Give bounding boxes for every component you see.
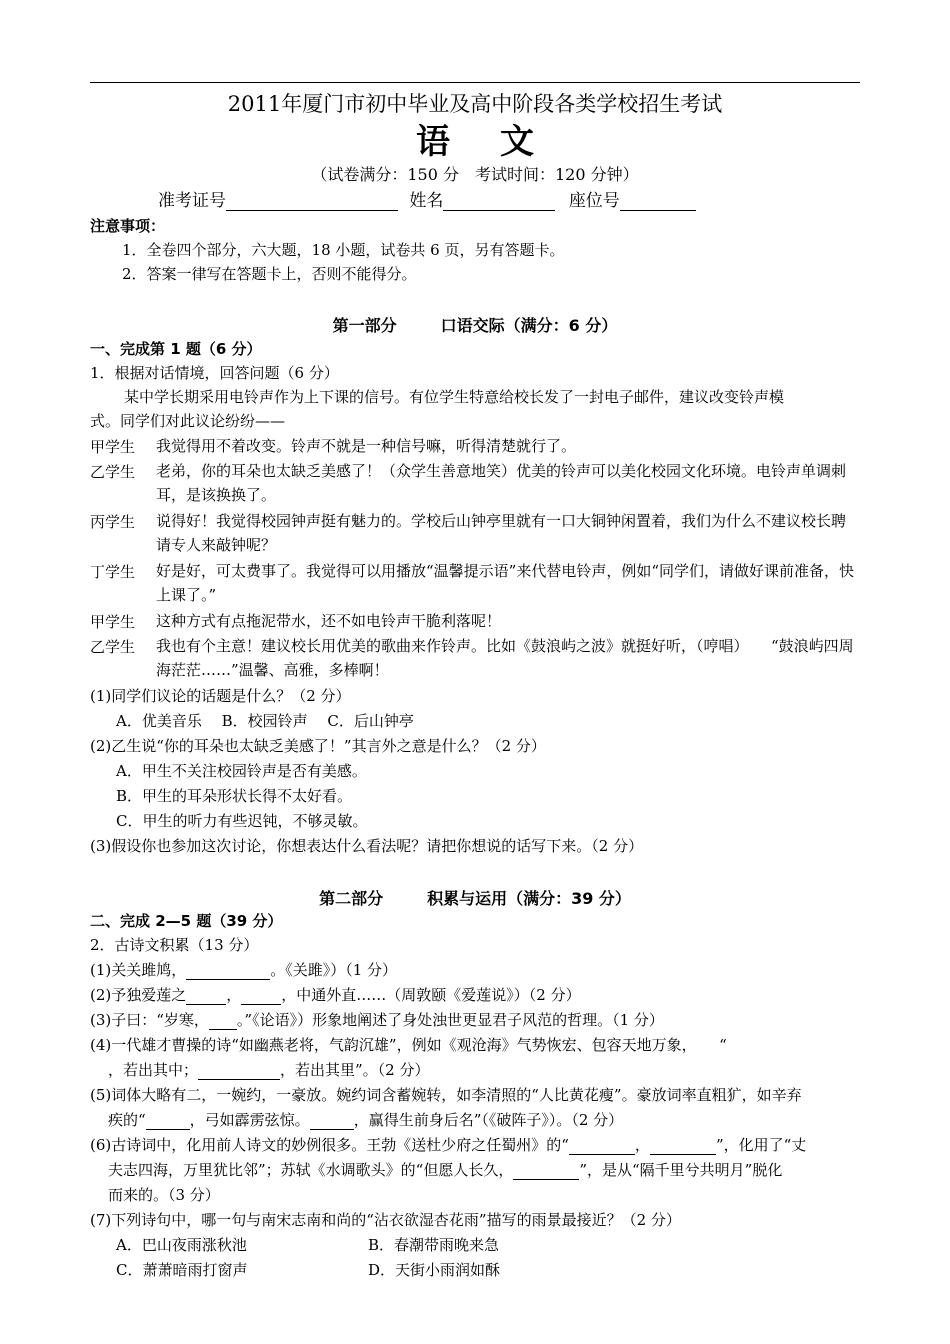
answer-blank[interactable] bbox=[513, 1163, 579, 1180]
speaker: 甲学生 bbox=[90, 613, 136, 631]
utterance: 好是好，可太费事了。我觉得可以用播放“温馨提示语”来代替电铃声，例如“同学们，请做好课前准备，快上课了。” bbox=[156, 562, 855, 604]
option-b: B．甲生的耳朵形状长得不太好看。 bbox=[116, 787, 353, 805]
utterance: 我也有个主意！建议校长用优美的歌曲来作铃声。比如《鼓浪屿之波》就挺好听，（哼唱） “鼓浪屿四周海茫茫……”温馨、高雅，多棒啊！ bbox=[156, 637, 854, 679]
option-a: A．巴山夜雨涨秋池 bbox=[116, 1236, 247, 1254]
speaker: 丙学生 bbox=[90, 513, 136, 531]
speaker: 甲学生 bbox=[90, 438, 136, 456]
option-a: A．甲生不关注校园铃声是否有美感。 bbox=[116, 762, 367, 780]
answer-blank[interactable] bbox=[310, 1113, 354, 1130]
context-line: 某中学长期采用电铃声作为上下课的信号。有位学生特意给校长发了一封电子邮件，建议改变铃声模 bbox=[124, 388, 785, 406]
answer-blank[interactable] bbox=[198, 1063, 280, 1080]
part1-label: 第一部分 bbox=[332, 316, 397, 335]
note-item: 2．答案一律写在答题卡上，否则不能得分。 bbox=[122, 265, 417, 283]
item-5-line2: 疾的“ ，弓如霹雳弦惊。 ，赢得生前身后名”（《破阵子》）。（2 分） bbox=[108, 1111, 624, 1129]
item-6-line2: 夫志四海，万里犹比邻”；苏轼《水调歌头》的“但愿人长久， ”，是从“隔千里兮共明月”脱化 bbox=[108, 1161, 783, 1179]
utterance: 这种方式有点拖泥带水，还不如电铃声干脆利落呢！ bbox=[156, 612, 502, 630]
subquestion-1-options: A．优美音乐 B．校园铃声 C．后山钟亭 bbox=[116, 712, 414, 730]
speaker: 乙学生 bbox=[90, 638, 136, 656]
answer-blank[interactable] bbox=[186, 963, 270, 980]
answer-blank[interactable] bbox=[146, 1113, 190, 1130]
item-4-line1: (4)一代雄才曹操的诗“如幽燕老将，气韵沉雄”，例如《观沧海》气势恢宏、包容天地万象， “ bbox=[90, 1036, 727, 1054]
part1-heading bbox=[0, 313, 950, 336]
item-2: (2)予独爱莲之 ， ，中通外直……（周敦颐《爱莲说》）（2 分） bbox=[90, 986, 581, 1004]
subquestion-1: (1)同学们议论的话题是什么？（2 分） bbox=[90, 687, 351, 705]
question-2: 2．古诗文积累（13 分） bbox=[90, 936, 259, 954]
section2-heading: 二、完成 2—5 题（39 分） bbox=[90, 912, 283, 930]
answer-blank[interactable] bbox=[569, 1138, 635, 1155]
seat-label: 座位号 bbox=[568, 191, 620, 211]
part2-heading bbox=[0, 886, 950, 909]
subquestion-3: (3)假设你也参加这次讨论，你想表达什么看法呢？请把你想说的话写下来。（2 分） bbox=[90, 837, 644, 855]
id-label: 准考证号 bbox=[158, 191, 226, 211]
option-c: C．甲生的听力有些迟钝，不够灵敏。 bbox=[116, 812, 368, 830]
option-d: D．天街小雨润如酥 bbox=[368, 1261, 501, 1279]
answer-blank[interactable] bbox=[650, 1138, 716, 1155]
notes-heading: 注意事项： bbox=[90, 217, 166, 235]
header-rule bbox=[90, 82, 860, 83]
exam-title: 2011年厦门市初中毕业及高中阶段各类学校招生考试 bbox=[227, 92, 723, 116]
context-line: 式。同学们对此议论纷纷—— bbox=[90, 412, 286, 430]
subject-title: 语文 bbox=[416, 122, 584, 162]
part2-title: 积累与运用（满分：39 分） bbox=[427, 889, 631, 908]
item-7: (7)下列诗句中，哪一句与南宋志南和尚的“沾衣欲湿杏花雨”描写的雨景最接近？（2 分） bbox=[90, 1211, 681, 1229]
subquestion-2: (2)乙生说“你的耳朵也太缺乏美感了！”其言外之意是什么？（2 分） bbox=[90, 737, 546, 755]
seat-blank[interactable] bbox=[620, 192, 696, 211]
option-b: B．春潮带雨晚来急 bbox=[368, 1236, 500, 1254]
item-4-line2: ，若出其中； ，若出其里”。（2 分） bbox=[108, 1061, 430, 1079]
speaker: 乙学生 bbox=[90, 463, 136, 481]
name-blank[interactable] bbox=[443, 192, 555, 211]
candidate-info-line bbox=[158, 186, 696, 211]
utterance: 老弟，你的耳朵也太缺乏美感了！（众学生善意地笑）优美的铃声可以美化校园文化环境。电铃声单调刺耳，是该换换了。 bbox=[156, 462, 847, 504]
item-5-line1: (5)词体大略有二，一婉约，一豪放。婉约词含蓄婉转，如李清照的“人比黄花瘦”。豪放词率直粗犷，如辛弃 bbox=[90, 1086, 802, 1104]
answer-blank[interactable] bbox=[186, 988, 226, 1005]
item-6-line1: (6)古诗词中，化用前人诗文的妙例很多。王勃《送杜少府之任蜀州》的“ ， ”，化用了“丈 bbox=[90, 1136, 807, 1154]
option-c: C．萧萧暗雨打窗声 bbox=[116, 1261, 248, 1279]
answer-blank[interactable] bbox=[209, 1013, 237, 1030]
id-blank[interactable] bbox=[226, 192, 398, 211]
speaker: 丁学生 bbox=[90, 563, 136, 581]
part2-label: 第二部分 bbox=[319, 889, 384, 908]
item-6-line3: 而来的。（3 分） bbox=[108, 1186, 220, 1204]
section1-heading: 一、完成第 1 题（6 分） bbox=[90, 340, 262, 358]
part1-title: 口语交际（满分：6 分） bbox=[440, 316, 618, 335]
name-label: 姓名 bbox=[409, 191, 444, 211]
answer-blank[interactable] bbox=[241, 988, 281, 1005]
item-1: (1)关关雎鸠， 。《关雎》）（1 分） bbox=[90, 961, 398, 979]
note-item: 1．全卷四个部分，六大题，18 小题，试卷共 6 页，另有答题卡。 bbox=[122, 241, 565, 259]
utterance: 说得好！我觉得校园钟声挺有魅力的。学校后山钟亭里就有一口大铜钟闲置着，我们为什么不建议校长聘请专人来敲钟呢？ bbox=[156, 512, 847, 554]
utterance: 我觉得用不着改变。铃声不就是一种信号嘛，听得清楚就行了。 bbox=[156, 437, 577, 455]
exam-info: （试卷满分：150 分 考试时间：120 分钟） bbox=[311, 165, 639, 184]
item-3: (3)子曰：“岁寒， 。”《论语》）形象地阐述了身处浊世更显君子风范的哲理。（1 分） bbox=[90, 1011, 664, 1029]
question-1: 1．根据对话情境，回答问题（6 分） bbox=[90, 364, 339, 382]
